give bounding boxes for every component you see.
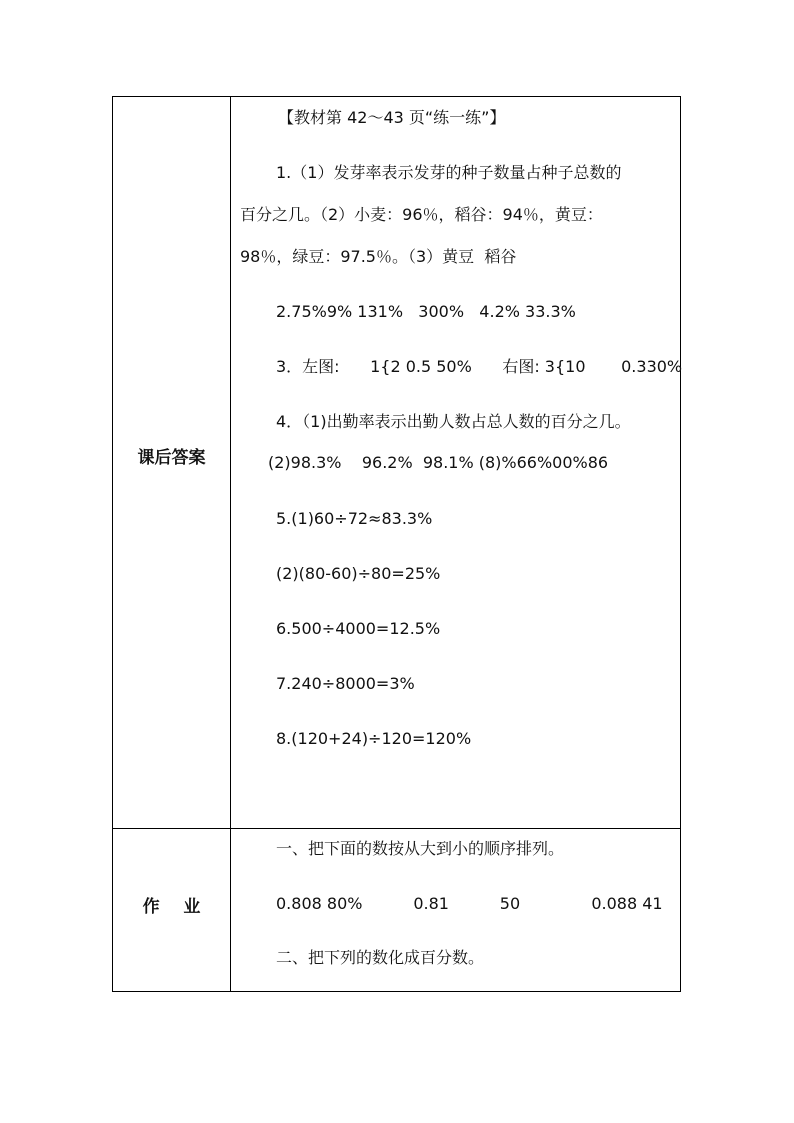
homework-item-1: 一、把下面的数按从大到小的顺序排列。	[276, 839, 565, 858]
homework-row-label: 作 业	[142, 897, 201, 917]
answers-row-label: 课后答案	[137, 448, 206, 468]
answer-line-5: 5.(1)60÷72≈83.3%	[276, 509, 433, 528]
column-divider	[230, 97, 231, 991]
answer-line-5-cont: (2)(80-60)÷80=25%	[276, 564, 441, 583]
answer-line-8: 8.(120+24)÷120=120%	[276, 729, 472, 748]
answer-line-7: 7.240÷8000=3%	[276, 674, 415, 693]
answer-line-4: 4．（1)出勤率表示出勤人数占总人数的百分之几。	[276, 412, 631, 431]
homework-numbers: 0.808 80% 0.81 50 0.088 41	[276, 894, 663, 913]
answer-table	[112, 96, 681, 992]
row-divider	[113, 828, 680, 829]
answer-line-4-cont: (2)98.3% 96.2% 98.1% (8)%66%00%86	[268, 453, 609, 472]
answer-line-1-cont-2: 98％，绿豆：97.5％。（3）黄豆 稻谷	[240, 247, 517, 266]
answer-line-2: 2.75%9% 131% 300% 4.2% 33.3%	[276, 302, 576, 321]
answer-line-6: 6.500÷4000=12.5%	[276, 619, 441, 638]
answer-line-1: 1.（1）发芽率表示发芽的种子数量占种子总数的	[276, 163, 622, 182]
homework-item-2: 二、把下列的数化成百分数。	[276, 948, 485, 967]
answer-line-1-cont: 百分之几。（2）小麦：96％，稻谷：94％，黄豆：	[240, 205, 603, 224]
textbook-reference-heading: 【教材第 42～43 页“练一练”】	[278, 108, 506, 127]
answer-line-3: 3．左图: 1{2 0.5 50% 右图: 3{10 0.330%	[276, 357, 683, 376]
